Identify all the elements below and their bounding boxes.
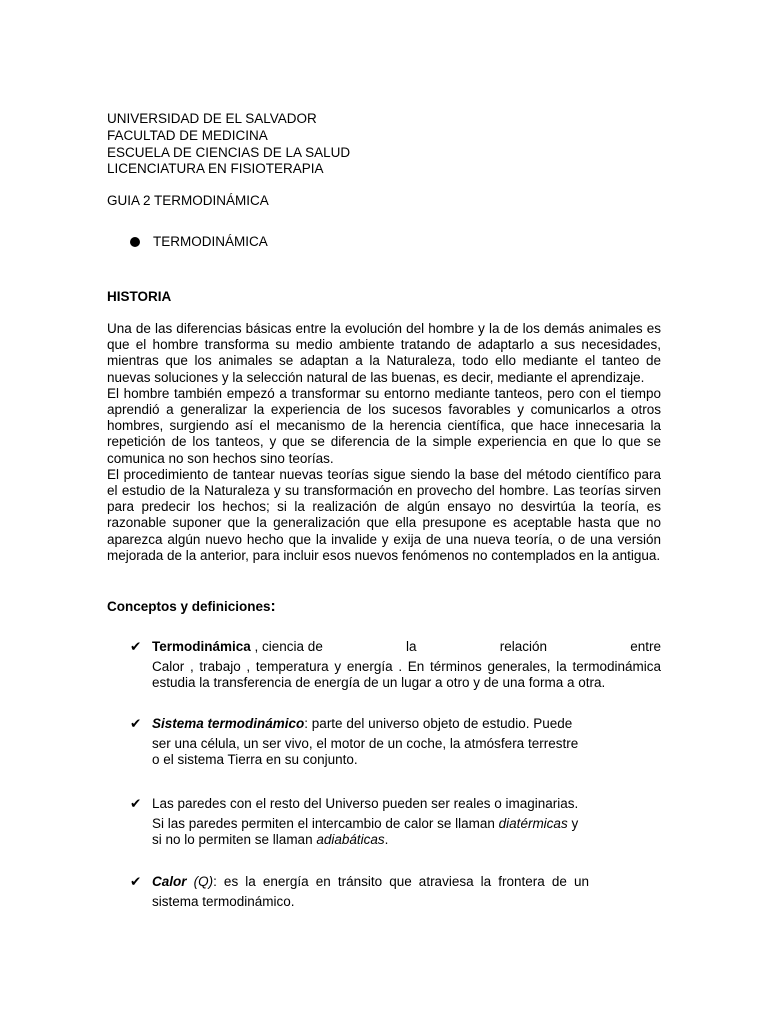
definition-line-rest: : es la energía en tránsito que atraviesa la frontera de un [213,874,589,889]
definition-line-2: sistema termodinámico. [152,894,295,910]
definition-first-line [152,639,661,655]
definition-word: relación [499,639,547,654]
document-header [107,111,350,178]
definition-text-part: si no lo permiten se llaman [152,832,317,848]
checkmark-icon: ✔ [130,639,142,654]
definition-italic-term: adiabáticas [316,832,385,848]
historia-paragraph-1: Una de las diferencias básicas entre la evolución del hombre y la de los demás animales es que el hombre transforma su medio ambiente tratando de adaptarlo a sus necesidades, mientras que los animales se adaptan a la Naturaleza, todo ello mediante el tanteo de nuevas soluciones y la selección natural de las buenas, es decir, mediante el aprendizaje. [107,321,661,385]
definition-term: Termodinámica [152,639,251,654]
definition-continuation: Calor , trabajo , temperatura y energía . En términos generales, la termodinámica estudia la transferencia de energía de un lugar a otro y de una forma a otra. [152,659,661,691]
definition-line-2 [152,816,622,832]
definition-term: Sistema termodinámico [152,716,305,731]
historia-body [107,321,661,564]
historia-paragraph-3: El procedimiento de tantear nuevas teorías sigue siendo la base del método científico para el estudio de la Naturaleza y su transformación en provecho del hombre. Las teorías sirven para predecir los hechos; si la realización de algún ensayo no desvirtúa la teoría, es razonable suponer que la generalización que ella presupone es aceptable hasta que no aparezca algún nuevo hecho que la invalide y exija de una nueva teoría, o de una versión mejorada de la anterior, para incluir esos nuevos fenómenos no contemplados en la antigua. [107,466,661,563]
bullet-item-text: TERMODINÁMICA [153,234,268,249]
conceptos-heading-text: Conceptos y definiciones [107,599,271,614]
definition-first-line: Las paredes con el resto del Universo pueden ser reales o imaginarias. [152,796,579,811]
definition-first-line [152,874,589,890]
definition-line-rest: : parte del universo objeto de estudio. Puede [304,716,573,731]
header-school: ESCUELA DE CIENCIAS DE LA SALUD [107,144,351,160]
section-heading-historia: HISTORIA [107,289,172,304]
definition-word: entre [630,639,661,654]
conceptos-heading-colon: : [270,598,276,615]
definition-word: , ciencia de [250,639,323,654]
historia-paragraph-2: El hombre también empezó a transformar su entorno mediante tanteos, pero con el tiempo aprendió a generalizar la experiencia de los sucesos favorables y comunicarlos a otros hombres, surgiendo así el mecanismo de la herencia científica, que hace innecesaria la repetición de los tanteos, y que se diferencia de la simple experiencia en que lo que se comunica no son hechos sino teorías. [107,385,661,466]
definition-line-3 [152,832,622,848]
definition-text-part: y [567,816,579,832]
definition-symbol: (Q) [186,874,214,889]
definition-line-3: o el sistema Tierra en su conjunto. [152,752,358,768]
header-university: UNIVERSIDAD DE EL SALVADOR [107,111,317,126]
definition-text-part: Si las paredes permiten el intercambio de calor se llaman [152,816,499,832]
section-heading-conceptos [107,599,276,615]
definition-line-2: ser una célula, un ser vivo, el motor de un coche, la atmósfera terrestre [152,736,579,752]
checkmark-icon: ✔ [130,874,142,889]
definition-text [152,796,622,849]
bullet-dot-icon [130,237,140,247]
definition-word: la [406,639,417,654]
guide-title: GUIA 2 TERMODINÁMICA [107,193,269,208]
definition-italic-term: diatérmicas [498,816,568,832]
checkmark-icon: ✔ [130,716,142,731]
definition-term: Calor [152,874,187,889]
header-faculty: FACULTAD DE MEDICINA [107,127,268,143]
definition-text [152,874,589,910]
definition-text [152,639,661,692]
bullet-list-item [130,234,268,250]
definition-text-part: . [384,832,389,848]
checkmark-icon: ✔ [130,796,142,811]
definition-first-line [152,716,622,732]
definition-text [152,716,622,769]
header-degree: LICENCIATURA EN FISIOTERAPIA [107,161,324,177]
